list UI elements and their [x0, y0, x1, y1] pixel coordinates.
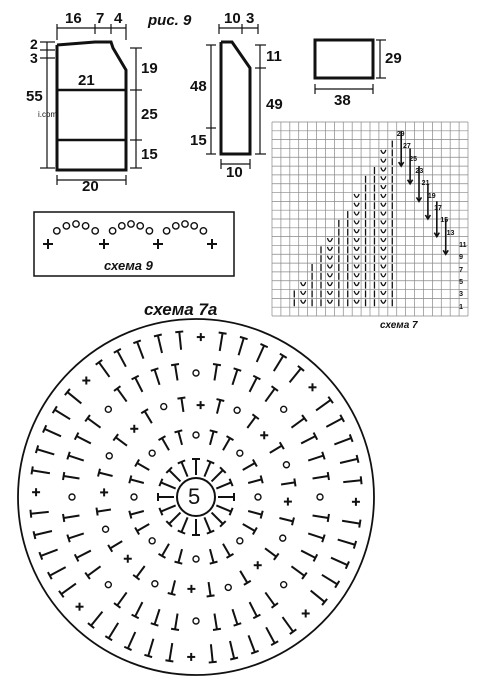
double-crochet-symbol [220, 333, 223, 351]
inner-stitch-symbol [207, 460, 214, 463]
double-crochet-symbol [328, 514, 329, 522]
double-crochet-symbol [69, 533, 84, 538]
chain-loop-symbol [281, 582, 287, 588]
double-crochet-symbol [357, 455, 359, 463]
double-crochet-symbol [34, 531, 52, 535]
double-crochet-symbol [39, 552, 42, 559]
row-number-label: 9 [459, 254, 463, 262]
double-crochet-symbol [155, 609, 160, 624]
inner-stitch-symbol [159, 508, 162, 515]
double-crochet-symbol [283, 617, 294, 632]
double-crochet-symbol [211, 644, 213, 662]
double-crochet-symbol [240, 337, 248, 339]
watermark: i.com [38, 110, 58, 119]
double-crochet-symbol [129, 511, 131, 519]
double-crochet-symbol [239, 338, 244, 355]
sleeve-left-dim-1: 48 [190, 78, 207, 95]
double-crochet-symbol [37, 449, 54, 454]
double-crochet-symbol [148, 639, 153, 656]
double-crochet-symbol [88, 418, 101, 427]
double-crochet-symbol [171, 364, 179, 365]
chain-loop-symbol [193, 556, 199, 562]
double-crochet-symbol [240, 571, 247, 583]
double-crochet-symbol [175, 430, 183, 432]
double-crochet-symbol [265, 548, 276, 556]
double-crochet-symbol [34, 531, 36, 539]
double-crochet-symbol [232, 609, 237, 624]
double-crochet-symbol [175, 562, 183, 564]
double-crochet-symbol [210, 562, 218, 564]
double-crochet-symbol [331, 558, 347, 565]
sleeve-top-width-2: 3 [246, 10, 255, 27]
chain-loop-symbol [283, 462, 289, 468]
double-crochet-symbol [210, 549, 214, 563]
double-crochet-symbol [326, 418, 342, 427]
sleeve-bottom-width: 10 [226, 164, 243, 181]
inner-stitch-symbol [204, 462, 210, 477]
double-crochet-symbol [67, 535, 69, 543]
inner-stitch-symbol [178, 460, 185, 463]
chain-loop-symbol [149, 450, 155, 456]
chain-loop-symbol [193, 618, 199, 624]
row-number-label: 23 [415, 167, 424, 175]
double-crochet-symbol [181, 398, 183, 412]
schema-7-caption: схема 7 [380, 320, 418, 331]
row-number-label: 1 [459, 303, 463, 311]
double-crochet-symbol [32, 470, 50, 473]
double-crochet-symbol [322, 452, 324, 460]
double-crochet-symbol [130, 479, 144, 483]
double-crochet-symbol [359, 520, 360, 528]
chain-loop-symbol [161, 404, 167, 410]
double-crochet-symbol [97, 510, 111, 512]
double-crochet-symbol [158, 335, 162, 353]
front-top-width-2: 7 [96, 10, 105, 27]
front-left-dim-3: 55 [26, 88, 43, 105]
double-crochet-symbol [342, 521, 360, 524]
row-number-label: 29 [396, 130, 405, 138]
inner-stitch-symbol [161, 505, 176, 511]
row-number-label: 27 [402, 143, 411, 151]
chain-loop-symbol [234, 407, 240, 413]
inner-stitch-symbol [181, 462, 187, 477]
double-crochet-symbol [243, 524, 255, 531]
double-crochet-symbol [219, 333, 227, 334]
double-crochet-symbol [274, 356, 283, 371]
double-crochet-symbol [207, 595, 215, 596]
double-crochet-symbol [281, 482, 295, 484]
double-crochet-symbol [209, 582, 211, 596]
double-crochet-symbol [301, 551, 315, 558]
chain-loop-symbol [255, 494, 261, 500]
double-crochet-symbol [36, 445, 38, 453]
row-number-label: 3 [459, 291, 463, 299]
double-crochet-symbol [217, 399, 225, 401]
double-crochet-symbol [250, 602, 257, 616]
double-crochet-symbol [137, 342, 143, 359]
row-number-label: 21 [421, 180, 430, 188]
double-crochet-symbol [96, 508, 97, 516]
double-crochet-symbol [135, 378, 142, 392]
chain-loop-symbol [193, 370, 199, 376]
double-crochet-symbol [91, 612, 102, 626]
double-crochet-symbol [55, 410, 70, 419]
inner-stitch-symbol [207, 531, 214, 534]
row-number-label: 25 [409, 155, 417, 163]
double-crochet-symbol [88, 566, 101, 575]
double-crochet-symbol [279, 518, 293, 521]
double-crochet-symbol [265, 389, 274, 402]
double-crochet-symbol [175, 365, 178, 381]
double-crochet-symbol [209, 662, 217, 663]
double-crochet-symbol [291, 418, 304, 427]
double-crochet-symbol [291, 566, 304, 575]
double-crochet-symbol [177, 397, 185, 398]
double-crochet-symbol [154, 335, 162, 337]
inner-stitch-symbol [216, 505, 231, 511]
double-crochet-symbol [248, 511, 262, 515]
double-crochet-symbol [117, 592, 126, 605]
rect-height: 29 [385, 50, 402, 67]
double-crochet-symbol [234, 368, 242, 370]
chain-loop-symbol [105, 582, 111, 588]
double-crochet-symbol [175, 614, 178, 630]
double-crochet-symbol [270, 446, 282, 453]
double-crochet-symbol [128, 632, 135, 648]
double-crochet-symbol [130, 511, 144, 515]
inner-stitch-symbol [230, 508, 233, 515]
double-crochet-symbol [243, 463, 255, 470]
double-crochet-symbol [151, 623, 159, 625]
chain-loop-symbol [69, 494, 75, 500]
front-right-dim-1: 19 [141, 60, 158, 77]
sleeve-right-dim-1: 11 [266, 48, 282, 65]
double-crochet-symbol [261, 511, 263, 519]
double-crochet-symbol [50, 567, 66, 576]
double-crochet-symbol [117, 389, 126, 402]
double-crochet-symbol [64, 515, 80, 518]
inner-stitch-symbol [212, 470, 223, 481]
chain-loop-symbol [237, 450, 243, 456]
chain-loop-symbol [106, 453, 112, 459]
double-crochet-symbol [109, 623, 118, 638]
inner-stitch-symbol [161, 482, 176, 488]
double-crochet-symbol [313, 476, 329, 479]
double-crochet-symbol [137, 524, 149, 531]
chain-loop-symbol [103, 526, 109, 532]
double-crochet-symbol [261, 476, 263, 484]
double-crochet-symbol [230, 641, 234, 659]
chain-loop-symbol [281, 406, 287, 412]
double-crochet-symbol [151, 368, 159, 370]
double-crochet-symbol [117, 351, 126, 367]
sleeve-top-width-1: 10 [224, 10, 241, 27]
double-crochet-symbol [214, 365, 217, 381]
double-crochet-symbol [165, 660, 173, 661]
double-crochet-symbol [67, 392, 81, 403]
inner-stitch-symbol [169, 470, 180, 481]
chain-loop-symbol [225, 584, 231, 590]
double-crochet-symbol [234, 623, 242, 625]
inner-stitch-symbol [159, 479, 162, 486]
front-inner-label: 21 [78, 72, 95, 89]
double-crochet-symbol [98, 469, 100, 477]
double-crochet-symbol [135, 602, 142, 616]
row-number-label: 7 [459, 266, 463, 274]
double-crochet-symbol [133, 340, 140, 343]
double-crochet-symbol [265, 592, 274, 605]
double-crochet-symbol [322, 575, 337, 584]
double-crochet-symbol [110, 541, 122, 548]
double-crochet-symbol [257, 346, 264, 362]
double-crochet-symbol [361, 476, 362, 484]
double-crochet-symbol [99, 473, 113, 476]
double-crochet-symbol [178, 431, 182, 445]
double-crochet-symbol [338, 540, 355, 545]
inner-stitch-symbol [216, 482, 231, 488]
double-crochet-symbol [301, 436, 315, 443]
chain-loop-symbol [317, 494, 323, 500]
double-crochet-symbol [162, 438, 169, 450]
double-crochet-symbol [350, 434, 353, 441]
double-crochet-symbol [316, 400, 331, 411]
double-crochet-symbol [214, 614, 217, 630]
double-crochet-symbol [213, 629, 221, 630]
chain-loop-symbol [237, 538, 243, 544]
front-left-dim-2: 3 [30, 50, 38, 66]
double-crochet-symbol [343, 480, 361, 482]
figure-caption: рис. 9 [148, 12, 192, 29]
inner-stitch-symbol [204, 517, 210, 532]
double-crochet-symbol [175, 331, 183, 332]
chain-loop-symbol [149, 538, 155, 544]
double-crochet-symbol [129, 476, 131, 484]
double-crochet-symbol [308, 456, 323, 461]
inner-stitch-symbol [212, 513, 223, 524]
double-crochet-symbol [179, 332, 181, 350]
double-crochet-symbol [144, 655, 152, 657]
double-crochet-symbol [171, 629, 179, 630]
double-crochet-symbol [266, 627, 275, 643]
chain-loop-symbol [131, 494, 137, 500]
double-crochet-symbol [155, 370, 160, 385]
double-crochet-symbol [249, 635, 255, 652]
double-crochet-symbol [137, 463, 149, 470]
double-crochet-symbol [210, 430, 218, 432]
double-crochet-symbol [69, 456, 84, 461]
front-bottom-width: 20 [82, 178, 99, 195]
row-number-label: 19 [427, 192, 436, 200]
chain-loop-symbol [280, 535, 286, 541]
double-crochet-symbol [99, 362, 110, 377]
double-crochet-symbol [61, 584, 76, 595]
double-crochet-symbol [340, 459, 358, 463]
double-crochet-symbol [63, 472, 64, 480]
double-crochet-symbol [322, 535, 324, 543]
double-crochet-symbol [116, 437, 127, 445]
chain-loop-symbol [105, 406, 111, 412]
double-crochet-symbol [294, 478, 295, 486]
double-crochet-symbol [232, 370, 237, 385]
row-number-label: 17 [434, 204, 442, 212]
inner-stitch-symbol [169, 513, 180, 524]
double-crochet-symbol [45, 429, 61, 436]
double-crochet-symbol [308, 533, 323, 538]
double-crochet-symbol [290, 368, 301, 382]
double-crochet-symbol [251, 651, 258, 654]
double-crochet-symbol [172, 580, 175, 594]
double-crochet-symbol [328, 472, 329, 480]
double-crochet-symbol [248, 479, 262, 483]
double-crochet-symbol [31, 512, 49, 514]
front-top-width-1: 16 [65, 10, 82, 27]
double-crochet-symbol [334, 438, 351, 444]
front-right-dim-3: 15 [141, 146, 158, 163]
double-crochet-symbol [67, 452, 69, 460]
double-crochet-symbol [136, 566, 144, 577]
double-crochet-symbol [77, 436, 91, 443]
schema-9-caption: схема 9 [104, 258, 153, 273]
double-crochet-symbol [250, 378, 257, 392]
front-top-width-3: 4 [114, 10, 123, 27]
row-number-label: 15 [440, 217, 449, 225]
inner-stitch-symbol [230, 479, 233, 486]
double-crochet-symbol [32, 466, 33, 474]
double-crochet-symbol [145, 411, 152, 423]
double-crochet-symbol [178, 549, 182, 563]
row-number-label: 13 [446, 229, 455, 237]
double-crochet-symbol [247, 417, 255, 428]
rect-width: 38 [334, 92, 351, 109]
inner-stitch-symbol [181, 517, 187, 532]
double-crochet-symbol [292, 518, 294, 526]
sleeve-left-dim-2: 15 [190, 132, 207, 149]
double-crochet-symbol [77, 551, 91, 558]
double-crochet-symbol [213, 364, 221, 365]
double-crochet-symbol [354, 541, 356, 549]
double-crochet-symbol [162, 544, 169, 556]
schema-7a-center-count: 5 [188, 484, 201, 509]
double-crochet-symbol [210, 431, 214, 445]
row-number-label: 11 [459, 241, 467, 249]
double-crochet-symbol [311, 591, 325, 602]
double-crochet-symbol [63, 514, 64, 522]
chain-loop-symbol [152, 581, 158, 587]
double-crochet-symbol [223, 544, 230, 556]
schema-7a-caption: схема 7а [144, 300, 218, 319]
double-crochet-symbol [168, 593, 176, 595]
front-left-dim-1: 2 [30, 36, 38, 52]
double-crochet-symbol [41, 550, 58, 556]
inner-stitch-symbol [178, 531, 185, 534]
double-crochet-symbol [169, 643, 172, 661]
chain-loop-symbol [193, 432, 199, 438]
double-crochet-symbol [30, 510, 31, 518]
double-crochet-symbol [230, 658, 238, 660]
double-crochet-symbol [64, 476, 80, 479]
double-crochet-symbol [217, 400, 220, 414]
double-crochet-symbol [313, 515, 329, 518]
sleeve-right-dim-2: 49 [266, 96, 283, 113]
row-number-label: 5 [459, 278, 463, 286]
double-crochet-symbol [223, 438, 230, 450]
front-right-dim-2: 25 [141, 106, 158, 123]
